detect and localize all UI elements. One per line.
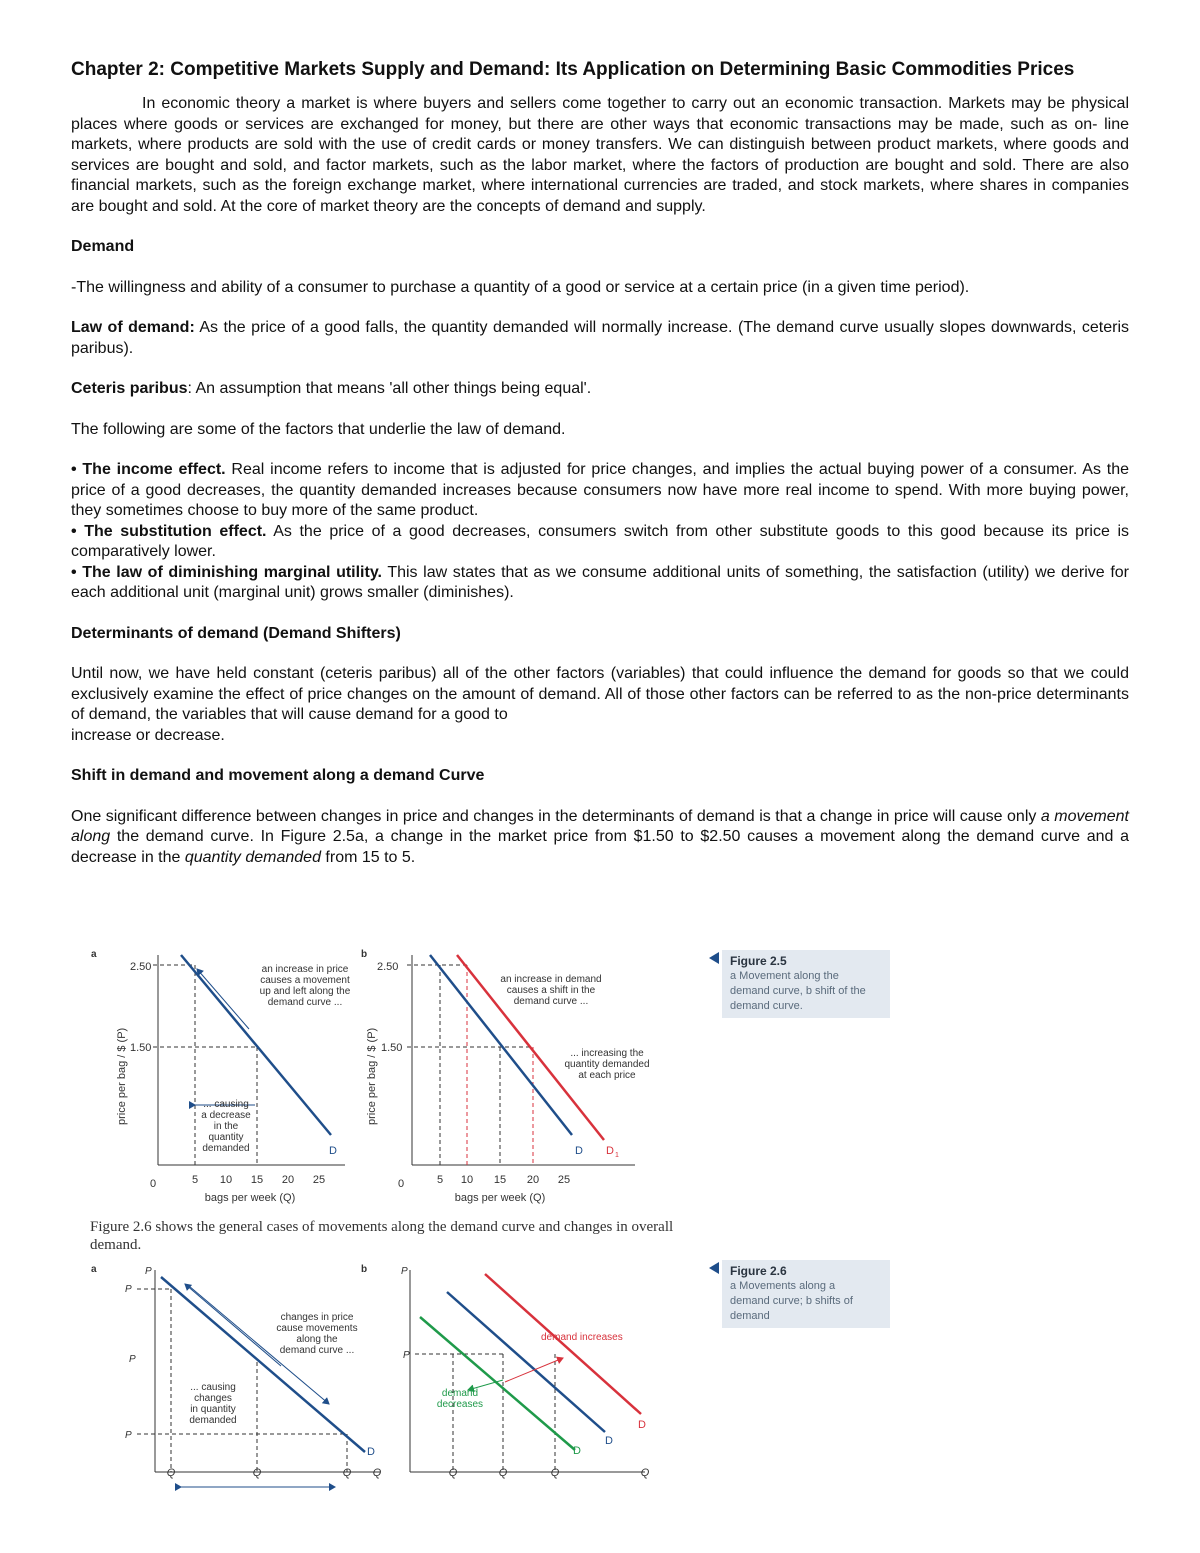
figure-2-6-caption — [722, 1260, 890, 1328]
shift-heading: Shift in demand and movement along a demand Curve — [71, 767, 485, 784]
fig26-caption-line: a Movements along a — [730, 1280, 836, 1292]
figure-2-6-intro: Figure 2.6 shows the general cases of movements along the demand curve and changes in overall demand. — [90, 1219, 674, 1253]
fig25a-annot-b3: in the — [213, 1121, 239, 1132]
fig26b-q-axis: Q — [640, 1467, 650, 1479]
fig25b-annot-1: an increase in demand — [500, 974, 602, 985]
fig25a-annot-3: up and left along the — [259, 986, 351, 997]
fig25b-xlabel: bags per week (Q) — [454, 1192, 546, 1204]
fig25a-xtick: 25 — [312, 1174, 326, 1186]
fig26a-q1: Q — [166, 1467, 176, 1479]
fig25b-curve-d1-sub: 1 — [615, 1152, 619, 1159]
fig26a-annot: in quantity — [190, 1404, 236, 1415]
fig26-caption-line: demand curve; b shifts of — [730, 1295, 853, 1307]
fig25a-annot-b2: a decrease — [201, 1110, 251, 1121]
fig25b-curve-d: D — [575, 1145, 583, 1157]
fig25a-xtick: 20 — [281, 1174, 295, 1186]
bullet-marginal-utility: • The law of diminishing marginal utility. This law states that as we consume additional units of something, the satisfaction (utility) we derive for each additional unit (marginal unit) grows smaller (diminishes). — [71, 563, 1129, 601]
fig26b-q: Q — [498, 1467, 508, 1479]
fig25b-xtick: 25 — [557, 1174, 571, 1186]
fig25b-xtick: 5 — [436, 1174, 444, 1186]
fig26b-q2: Q — [448, 1467, 458, 1479]
fig25-caption-arrow-icon — [707, 950, 723, 966]
fig26b-curve-d2: D — [573, 1445, 581, 1457]
fig26a-annot: along the — [296, 1334, 338, 1345]
fig26b-curve-d1: D — [638, 1419, 646, 1431]
fig26a-p1: P — [125, 1284, 132, 1295]
fig25-panel-b-label: b — [361, 949, 368, 960]
fig25a-annot-b4: quantity — [208, 1132, 244, 1143]
fig26a-p2: P — [125, 1430, 132, 1441]
fig25a-xtick: 0 — [149, 1178, 157, 1190]
fig25a-annot-2: causes a movement — [260, 975, 350, 986]
fig26a-annot: demand curve ... — [279, 1345, 355, 1356]
fig25b-ytick-250: 2.50 — [377, 961, 399, 973]
fig26-panel-a-label: a — [91, 1264, 97, 1275]
fig25-caption-title: Figure 2.5 — [730, 954, 787, 968]
fig25-caption-line: demand curve. — [730, 1000, 803, 1012]
fig26a-q: Q — [252, 1467, 262, 1479]
figure-2-6 — [85, 1262, 665, 1497]
fig26b-decrease-label-1: demand — [441, 1388, 479, 1399]
fig25a-annot-b1: ... causing — [203, 1099, 249, 1110]
document-page — [71, 58, 1129, 868]
fig25a-xtick: 15 — [250, 1174, 264, 1186]
demand-heading: Demand — [71, 238, 135, 255]
fig25a-ytick-150: 1.50 — [130, 1042, 152, 1054]
fig26a-p-axis: P — [145, 1266, 152, 1277]
fig26-panel-b-label: b — [361, 1264, 368, 1275]
fig25b-xtick: 0 — [397, 1178, 405, 1190]
fig26a-annot: cause movements — [276, 1323, 358, 1334]
fig25b-xtick: 20 — [526, 1174, 540, 1186]
fig25b-xtick: 15 — [493, 1174, 507, 1186]
fig25a-annot-4: demand curve ... — [267, 997, 343, 1008]
fig25-panel-a-label: a — [91, 949, 97, 960]
law-of-demand: Law of demand: As the price of a good falls, the quantity demanded will normally increase. (The demand curve usually slopes downwards, ceteris paribus). — [71, 319, 1130, 357]
fig26a-p: P — [129, 1354, 136, 1365]
fig25a-xlabel: bags per week (Q) — [204, 1192, 296, 1204]
fig26a-annot: demanded — [189, 1415, 237, 1426]
determinants-heading: Determinants of demand (Demand Shifters) — [71, 624, 401, 642]
shift-paragraph: One significant difference between changes in price and changes in the determinants of demand is that a change in price will cause only a movement along the demand curve. In Figure 2.5a, a change in the market price from $1.50 to $2.50 causes a movement along the demand curve and a decrease in the quantity demanded from 15 to 5. — [71, 807, 1129, 866]
fig26a-annot: changes — [194, 1393, 232, 1404]
fig25a-ylabel: price per bag / $ (P) — [116, 1027, 128, 1125]
demand-definition: -The willingness and ability of a consumer to purchase a quantity of a good or service at a certain price (in a given time period). — [71, 278, 970, 296]
fig26a-curve-d: D — [367, 1446, 375, 1458]
fig26b-curve-d: D — [605, 1435, 613, 1447]
fig25b-curve-d1: D — [606, 1145, 614, 1157]
fig26b-p: P — [403, 1350, 410, 1361]
fig26a-q-axis: Q — [372, 1467, 382, 1479]
fig25b-annot-m2: quantity demanded — [564, 1059, 650, 1070]
fig26b-p-axis: P — [401, 1266, 408, 1277]
bullet-substitution: • The substitution effect. As the price of a good decreases, consumers switch from other substitute goods to this good because its price is comparatively lower. — [71, 522, 1130, 560]
factors-intro: The following are some of the factors that underlie the law of demand. — [71, 420, 566, 438]
fig26-caption-arrow-icon — [707, 1260, 723, 1276]
fig25b-annot-m1: ... increasing the — [570, 1048, 644, 1059]
ceteris-paribus: Ceteris paribus: An assumption that means 'all other things being equal'. — [71, 380, 592, 397]
figure-2-5-caption — [722, 950, 890, 1018]
intro-paragraph: In economic theory a market is where buyers and sellers come together to carry out an economic transaction. Markets may be physical places where goods or services are exchanged for money, but there are other ways that economic transactions may be made, such as on- line markets, where products are sold with the use of credit cards or money transfers. We can distinguish between product markets, where goods and services are bought and sold, and factor markets, such as the labor market, where the factors of production are bought and sold. There are also financial markets, such as the foreign exchange market, where international currencies are traded, and stock markets, where shares in companies are bought and sold. At the core of market theory are the concepts of demand and supply. — [71, 95, 1129, 215]
fig25a-annot-b5: demanded — [202, 1143, 250, 1154]
fig25b-annot-2: causes a shift in the — [506, 985, 596, 996]
fig25-caption-line: a Movement along the — [730, 970, 839, 982]
fig26b-q1: Q — [550, 1467, 560, 1479]
chapter-heading: Chapter 2: Competitive Markets Supply and Demand: Its Application on Determining Basic Commodities Prices — [71, 59, 1075, 80]
bullet-income: • The income effect. Real income refers to income that is adjusted for price changes, and implies the actual buying power of a consumer. As the price of a good decreases, the quantity demanded increases because consumers now have more real income to spend. With more buying power, they sometimes choose to buy more of the same product. — [71, 461, 1130, 519]
fig26-caption-line: demand — [730, 1310, 770, 1322]
fig25a-annot-1: an increase in price — [261, 964, 349, 975]
fig25b-annot-m3: at each price — [578, 1070, 636, 1081]
fig26b-decrease-label-2: decreases — [436, 1399, 484, 1410]
fig25a-xtick: 10 — [219, 1174, 233, 1186]
fig26b-increase-label: demand increases — [541, 1332, 623, 1343]
fig26-caption-title: Figure 2.6 — [730, 1264, 787, 1278]
fig25a-xtick: 5 — [191, 1174, 199, 1186]
fig25b-ytick-150: 1.50 — [381, 1042, 403, 1054]
fig26a-annot: ... causing — [190, 1382, 236, 1393]
determinants-paragraph: Until now, we have held constant (ceteris paribus) all of the other factors (variables) that could influence the demand for goods so that we could exclusively examine the effect of price changes on the amount of demand. All of those other factors can be referred to as the non-price determinants of demand, the variables that will cause demand for a good to increase or decrease. — [71, 665, 1129, 744]
fig26a-q2: Q — [342, 1467, 352, 1479]
fig25-caption-line: demand curve, b shift of the — [730, 985, 866, 997]
fig25a-ytick-250: 2.50 — [130, 961, 152, 973]
fig25b-ylabel: price per bag / $ (P) — [366, 1027, 378, 1125]
fig25b-annot-3: demand curve ... — [513, 996, 589, 1007]
figure-2-5 — [85, 945, 705, 1210]
fig25a-curve-d: D — [329, 1145, 337, 1157]
fig25b-xtick: 10 — [460, 1174, 474, 1186]
fig26a-annot: changes in price — [280, 1312, 354, 1323]
